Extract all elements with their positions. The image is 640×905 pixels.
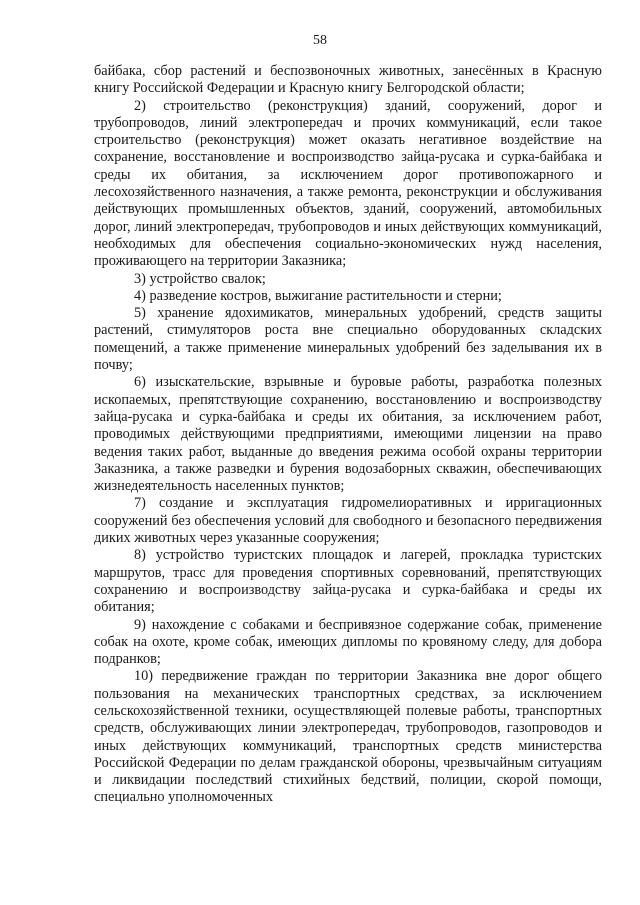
list-item-7-irrigation: 7) создание и эксплуатация гидромелиоративных и ирригационных сооружений без обеспечения условий для свободного и безопасного передвижения диких животных через указанные сооружения; [94, 495, 602, 547]
paragraph-continuation: байбака, сбор растений и беспозвоночных животных, занесённых в Красную книгу Российской Федерации и Красную книгу Белгородской области; [94, 63, 602, 97]
page-number: 58 [313, 33, 327, 48]
list-item-5-chemicals: 5) хранение ядохимикатов, минеральных удобрений, средств защиты растений, стимуляторов роста вне специально оборудованных складских помещений, а также применение минеральных удобрений без заделывания их в почву; [94, 305, 602, 374]
list-item-2-construction: 2) строительство (реконструкция) зданий, сооружений, дорог и трубопроводов, линий электропередач и прочих коммуникаций, если такое строительство (реконструкция) может оказать негативное воздействие на сохранение, восстановление и воспроизводство зайца-русака и сурка-байбака и среды их обитания, за исключением дорог противопожарного и лесохозяйственного назначения, а также ремонта, реконструкции и обслуживания действующих промышленных объектов, зданий, сооружений, автомобильных дорог, линий электропередач, трубопроводов и иных действующих коммуникаций, необходимых для обеспечения социально-экономических нужд населения, проживающего на территории Заказника; [94, 97, 602, 270]
document-body [94, 63, 602, 807]
list-item-6-exploration: 6) изыскательские, взрывные и буровые работы, разработка полезных ископаемых, препятствующие сохранению, восстановлению и воспроизводству зайца-русака и сурка-байбака и среды их обитания, за исключением работ, проводимых действующими предприятиями, имеющими лицензии на право ведения таких работ, выданные до введения режима особой охраны территории Заказника, а также разведки и бурения водозаборных скважин, обеспечивающих жизнедеятельность населенных пунктов; [94, 374, 602, 495]
list-item-10-vehicles: 10) передвижение граждан по территории Заказника вне дорог общего пользования на механических транспортных средствах, за исключением сельскохозяйственной техники, осуществляющей полевые работы, транспортных средств, обслуживающих линии электропередач, трубопроводов, газопроводов и иных действующих коммуникаций, транспортных средств министерства Российской Федерации по делам гражданской обороны, чрезвычайным ситуациям и ликвидации последствий стихийных бедствий, полиции, скорой помощи, специально уполномоченных [94, 668, 602, 806]
list-item-9-dogs: 9) нахождение с собаками и беспривязное содержание собак, применение собак на охоте, кроме собак, имеющих дипломы по кровяному следу, для добора подранков; [94, 616, 602, 668]
list-item-3-dumps: 3) устройство свалок; [134, 270, 266, 287]
list-item-4-fires: 4) разведение костров, выжигание растительности и стерни; [134, 287, 502, 304]
list-item-8-tourism: 8) устройство туристских площадок и лагерей, прокладка туристских маршрутов, трасс для проведения спортивных соревнований, препятствующих сохранению и воспроизводству зайца-русака и сурка-байбака и среды их обитания; [94, 547, 602, 616]
